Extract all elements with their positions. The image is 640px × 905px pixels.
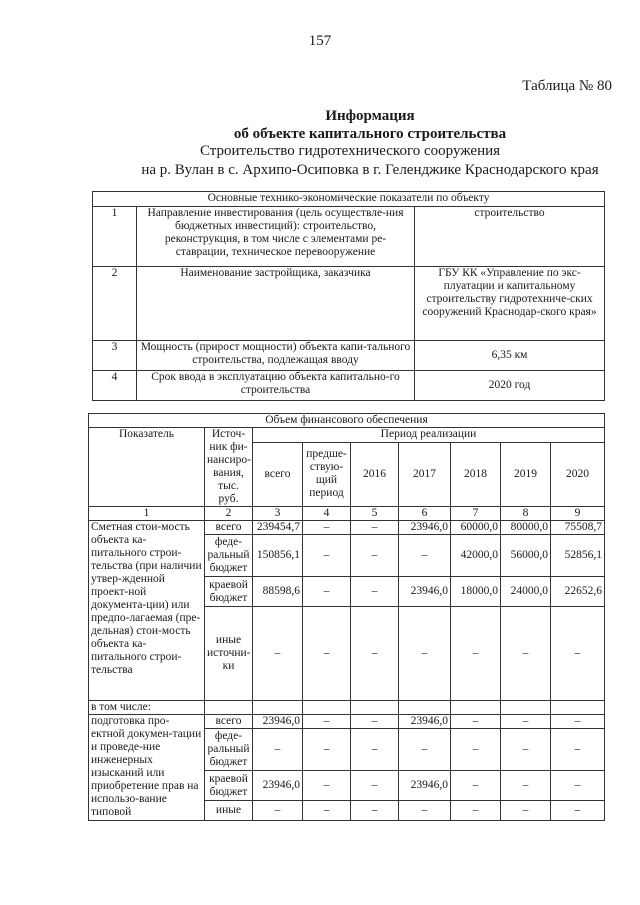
indicator-num: 2: [93, 267, 137, 341]
value-cell: –: [351, 577, 399, 607]
value-cell: –: [501, 771, 551, 801]
row-label-estimated-cost: Сметная стои-мость объекта ка-питального строи-тельства (при наличии утвер-жденной проект-ной документа-ции) или предпо-лагаемая (пре-дельная) стои-мость объекта ка-питального строи-тельства: [89, 521, 205, 701]
value-cell: –: [399, 729, 451, 771]
value-cell: –: [399, 607, 451, 701]
col-number: 1: [89, 507, 205, 521]
value-cell: –: [451, 729, 501, 771]
value-cell: –: [303, 521, 351, 535]
value-cell: –: [303, 535, 351, 577]
source-cell: иные источни-ки: [205, 607, 253, 701]
value-cell: 23946,0: [253, 715, 303, 729]
value-cell: –: [351, 729, 399, 771]
col-number: 4: [303, 507, 351, 521]
value-cell: –: [451, 607, 501, 701]
col-year: 2016: [351, 442, 399, 506]
value-cell: 60000,0: [451, 521, 501, 535]
source-cell: всего: [205, 521, 253, 535]
value-cell: –: [501, 801, 551, 821]
value-cell: –: [253, 729, 303, 771]
col-total: всего: [253, 442, 303, 506]
object-name-line1: Строительство гидротехнического сооружения: [199, 143, 501, 159]
value-cell: 75508,7: [551, 521, 605, 535]
indicator-name: Направление инвестирования (цель осуществле-ния бюджетных инвестиций): строительство, реконструкция, в том числе с элементами ре-ставрации, техническое перевооружение: [137, 207, 415, 267]
row-label-design-docs: подготовка про-ектной докумен-тации и проведе-ние инженерных изысканий или приобретение прав на использо-вание типовой: [89, 715, 205, 821]
value-cell: 22652,6: [551, 577, 605, 607]
value-cell: 88598,6: [253, 577, 303, 607]
col-period: Период реализации: [253, 428, 605, 443]
indicators-table: [92, 191, 605, 401]
value-cell: –: [501, 715, 551, 729]
value-cell: –: [253, 607, 303, 701]
value-cell: –: [501, 607, 551, 701]
value-cell: –: [303, 607, 351, 701]
including-label: в том числе:: [89, 701, 205, 715]
indicator-num: 4: [93, 371, 137, 401]
doc-subtitle: об объекте капитального строительства: [233, 126, 507, 142]
value-cell: 23946,0: [399, 577, 451, 607]
value-cell: 23946,0: [399, 771, 451, 801]
value-cell: 150856,1: [253, 535, 303, 577]
indicator-name: Наименование застройщика, заказчика: [137, 267, 415, 341]
col-year: 2018: [451, 442, 501, 506]
value-cell: –: [253, 801, 303, 821]
col-number: 2: [205, 507, 253, 521]
source-cell: феде-ральный бюджет: [205, 729, 253, 771]
indicator-value: 2020 год: [415, 371, 605, 401]
value-cell: –: [551, 801, 605, 821]
value-cell: –: [551, 771, 605, 801]
value-cell: –: [303, 771, 351, 801]
value-cell: –: [551, 607, 605, 701]
value-cell: 52856,1: [551, 535, 605, 577]
col-number: 5: [351, 507, 399, 521]
indicator-num: 3: [93, 341, 137, 371]
indicator-value: 6,35 км: [415, 341, 605, 371]
indicator-value: ГБУ КК «Управление по экс-плуатации и капитальному строительству гидротехниче-ских сооружений Краснодар-ского края»: [415, 267, 605, 341]
value-cell: –: [351, 801, 399, 821]
source-cell: всего: [205, 715, 253, 729]
value-cell: –: [303, 577, 351, 607]
finance-header: Объем финансового обеспечения: [89, 414, 605, 428]
indicator-value: строительство: [415, 207, 605, 267]
value-cell: –: [551, 715, 605, 729]
value-cell: 23946,0: [253, 771, 303, 801]
col-source: Источ-ник фи-нансиро-вания, тыс. руб.: [205, 428, 253, 507]
value-cell: –: [399, 535, 451, 577]
value-cell: –: [351, 715, 399, 729]
value-cell: 42000,0: [451, 535, 501, 577]
value-cell: –: [399, 801, 451, 821]
value-cell: –: [303, 715, 351, 729]
col-year: 2020: [551, 442, 605, 506]
value-cell: –: [451, 801, 501, 821]
value-cell: 56000,0: [501, 535, 551, 577]
value-cell: 18000,0: [451, 577, 501, 607]
table-label: Таблица № 80: [522, 78, 612, 94]
value-cell: 24000,0: [501, 577, 551, 607]
value-cell: 23946,0: [399, 521, 451, 535]
value-cell: 239454,7: [253, 521, 303, 535]
indicators-header: Основные технико-экономические показатели по объекту: [93, 192, 605, 207]
source-cell: иные: [205, 801, 253, 821]
col-number: 8: [501, 507, 551, 521]
value-cell: –: [351, 521, 399, 535]
col-number: 3: [253, 507, 303, 521]
col-prev: предше-ствую-щий период: [303, 442, 351, 506]
indicator-name: Мощность (прирост мощности) объекта капи-тального строительства, подлежащая вводу: [137, 341, 415, 371]
page-number: 157: [308, 33, 332, 49]
col-indicator: Показатель: [89, 428, 205, 507]
value-cell: –: [303, 801, 351, 821]
value-cell: 23946,0: [399, 715, 451, 729]
source-cell: краевой бюджет: [205, 771, 253, 801]
col-year: 2019: [501, 442, 551, 506]
indicator-name: Срок ввода в эксплуатацию объекта капитально-го строительства: [137, 371, 415, 401]
col-number: 7: [451, 507, 501, 521]
value-cell: –: [351, 607, 399, 701]
value-cell: –: [303, 729, 351, 771]
source-cell: краевой бюджет: [205, 577, 253, 607]
col-year: 2017: [399, 442, 451, 506]
value-cell: –: [451, 715, 501, 729]
indicator-num: 1: [93, 207, 137, 267]
value-cell: –: [351, 771, 399, 801]
value-cell: –: [351, 535, 399, 577]
object-name-line2: на р. Вулан в с. Архипо-Осиповка в г. Геленджике Краснодарского края: [141, 162, 599, 178]
col-number: 6: [399, 507, 451, 521]
source-cell: феде-ральный бюджет: [205, 535, 253, 577]
doc-title: Информация: [325, 108, 415, 124]
value-cell: –: [501, 729, 551, 771]
value-cell: –: [451, 771, 501, 801]
value-cell: –: [551, 729, 605, 771]
finance-table: [88, 413, 605, 821]
col-number: 9: [551, 507, 605, 521]
value-cell: 80000,0: [501, 521, 551, 535]
